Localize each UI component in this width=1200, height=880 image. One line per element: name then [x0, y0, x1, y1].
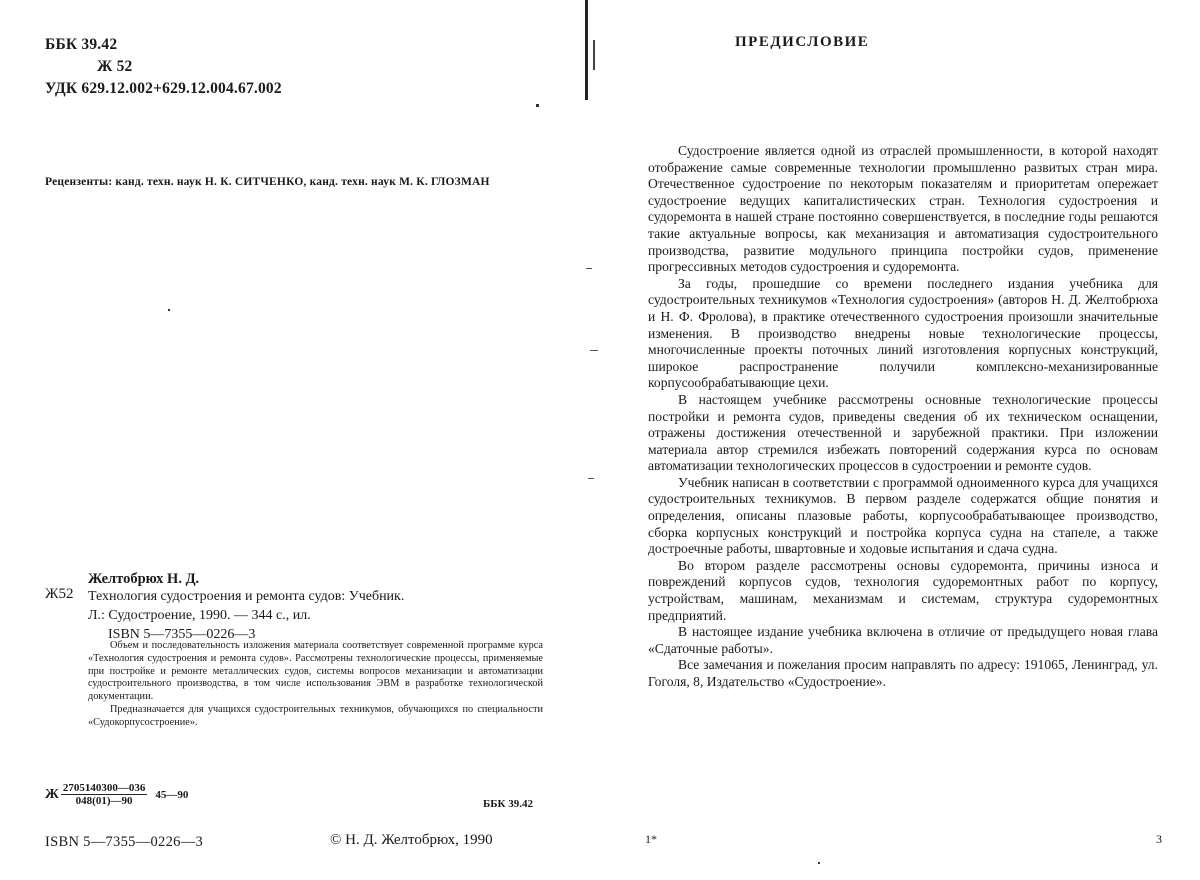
preface-body [648, 143, 1158, 691]
scan-mark [586, 268, 592, 269]
classification-fraction [45, 782, 188, 807]
catalog-code: Ж52 [45, 586, 73, 603]
catalog-annotation [88, 640, 543, 730]
scan-mark [588, 478, 594, 479]
preface-paragraph: Во втором разделе рассмотрены основы судоремонта, причины износа и повреждений корпусов судов, технология судоремонтных работ по корпусу, устройствам, машинам, механизмам и системам, структура судоремонтных предприятий. [648, 558, 1158, 624]
scan-speck [818, 862, 820, 864]
reviewers-line: Рецензенты: канд. техн. наук Н. К. СИТЧЕНКО, канд. техн. наук М. К. ГЛОЗМАН [45, 176, 490, 188]
page-number: 3 [1156, 832, 1162, 847]
classification-bbk: ББК 39.42 [483, 798, 533, 810]
preface-paragraph: В настоящее издание учебника включена в отличие от предыдущего новая глава «Сдаточные работы». [648, 624, 1158, 657]
bbk-line: ББК 39.42 [45, 34, 282, 56]
preface-paragraph: Все замечания и пожелания просим направлять по адресу: 191065, Ленинград, ул. Гоголя, 8, Издательство «Судостроение». [648, 657, 1158, 690]
preface-paragraph: За годы, прошедшие со времени последнего издания учебника для судостроительных техникумов «Технология судостроения» (авторов Н. Д. Желтобрюха и Н. Ф. Фролова), в практике отечественного судостроения произошли значительные изменения. В производство внедрены новые технологические процессы, многочисленные проекты поточных линий изготовления корпусных конструкций, широкое распространение получили комплексно-механизированные корпусообрабатывающие цехи. [648, 276, 1158, 392]
annotation-paragraph: Объем и последовательность изложения материала соответствует современной программе курса «Технология судостроения и ремонта судов». Рассмотрены технологические процессы, применяемые при постройке и ремонте металлических судов, системы вопросов механизации и автоматизации судостроительного производства, в том числе использования ЭВМ в разработке технологической документации. [88, 640, 543, 704]
fraction-numerator: 2705140300—036 [61, 782, 148, 795]
scan-mark [590, 350, 598, 351]
preface-paragraph: Учебник написан в соответствии с программой одноименного курса для учащихся судостроительных техникумов. В первом разделе содержатся общие понятия и определения, описаны плазовые работы, корпусообрабатывающее производство, сборка корпусных конструкций и постройка корпуса судна на стапеле, а также достроечные работы, швартовные и ходовые испытания и сдача судна. [648, 475, 1158, 558]
page-title: ПРЕДИСЛОВИЕ [735, 34, 869, 51]
annotation-paragraph: Предназначается для учащихся судостроительных техникумов, обучающихся по специальности «Судокорпусостроение». [88, 704, 543, 730]
catalog-citation [88, 587, 538, 644]
isbn-bottom: ISBN 5—7355—0226—3 [45, 834, 203, 851]
citation-isbn: ISBN 5—7355—0226—3 [88, 625, 538, 644]
right-page-preface [600, 0, 1200, 880]
citation-line-2: Л.: Судостроение, 1990. — 344 с., ил. [88, 606, 538, 625]
left-page-imprint [0, 0, 595, 880]
author-mark-line: Ж 52 [45, 56, 282, 78]
bbk-udk-block [45, 34, 282, 100]
preface-paragraph: Судостроение является одной из отраслей промышленности, в которой находят отображение самые современные технологии промышленно развитых стран мира. Отечественное судостроение по некоторым показателям и приоритетам опережает судостроение ведущих капиталистических стран. Технология судостроения и судоремонта в нашей стране постоянно совершенствуется, в последние годы решаются такие актуальные вопросы, как механизация и автоматизация судостроительного производства, развитие модульного принципа постройки судов, применение прогрессивных методов судостроения и судоремонта. [648, 143, 1158, 276]
preface-paragraph: В настоящем учебнике рассмотрены основные технологические процессы постройки и ремонта судов, приведены сведения об их техническом оснащении, отражены достижения отечественной и зарубежной практики. При изложении материала автор стремился избежать повторений содержания курса по основам автоматизации технологических процессов в судостроении и ремонте судов. [648, 392, 1158, 475]
classification-rest: 45—90 [155, 789, 188, 801]
classification-prefix: Ж [45, 787, 59, 803]
catalog-author: Желтобрюх Н. Д. [88, 571, 199, 588]
scan-speck [168, 309, 170, 311]
signature-mark: 1* [645, 832, 657, 847]
citation-line-1: Технология судостроения и ремонта судов: Учебник. [88, 587, 538, 606]
udk-line: УДК 629.12.002+629.12.004.67.002 [45, 78, 282, 100]
fraction [61, 782, 148, 807]
scan-speck [536, 104, 539, 107]
fraction-denominator: 048(01)—90 [74, 795, 135, 807]
copyright-line: © Н. Д. Желтобрюх, 1990 [330, 832, 493, 849]
